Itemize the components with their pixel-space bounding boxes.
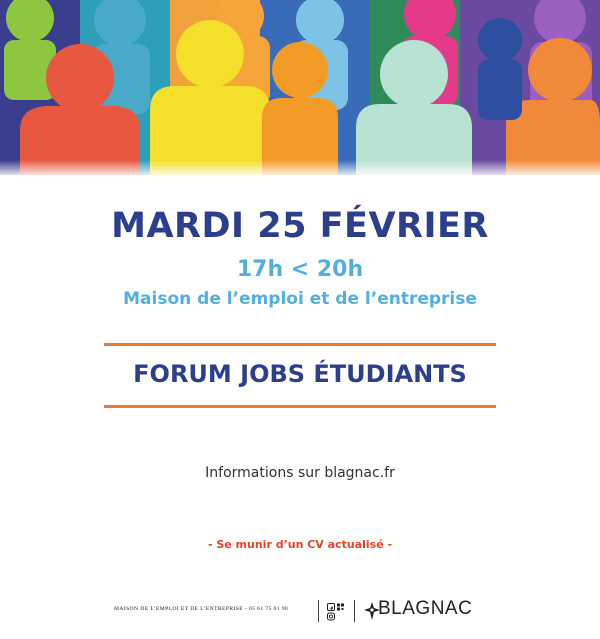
divider-bottom bbox=[104, 405, 496, 408]
event-date: MARDI 25 FÉVRIER bbox=[111, 206, 489, 246]
qr-code-icon bbox=[337, 604, 344, 611]
blagnac-logo: BLAGNAC bbox=[378, 598, 473, 619]
hero-illustration bbox=[0, 0, 600, 175]
footer-divider bbox=[318, 600, 319, 622]
info-link-text[interactable]: Informations sur blagnac.fr bbox=[205, 465, 395, 481]
event-venue: Maison de l’emploi et de l’entreprise bbox=[123, 289, 477, 309]
facebook-icon bbox=[328, 604, 335, 611]
event-time: 17h < 20h bbox=[236, 257, 364, 282]
instagram-icon bbox=[328, 613, 335, 620]
paper-people-illustration bbox=[0, 0, 600, 175]
hero-fade bbox=[0, 160, 600, 175]
event-title: FORUM JOBS ÉTUDIANTS bbox=[133, 360, 467, 388]
social-icons bbox=[327, 603, 345, 621]
footer-divider bbox=[354, 600, 355, 622]
divider-top bbox=[104, 343, 496, 346]
footer-organisation: MAISON DE L’EMPLOI ET DE L’ENTREPRISE - 05 61 75 01 90 bbox=[114, 606, 289, 612]
cv-note: - Se munir d’un CV actualisé - bbox=[207, 538, 393, 551]
